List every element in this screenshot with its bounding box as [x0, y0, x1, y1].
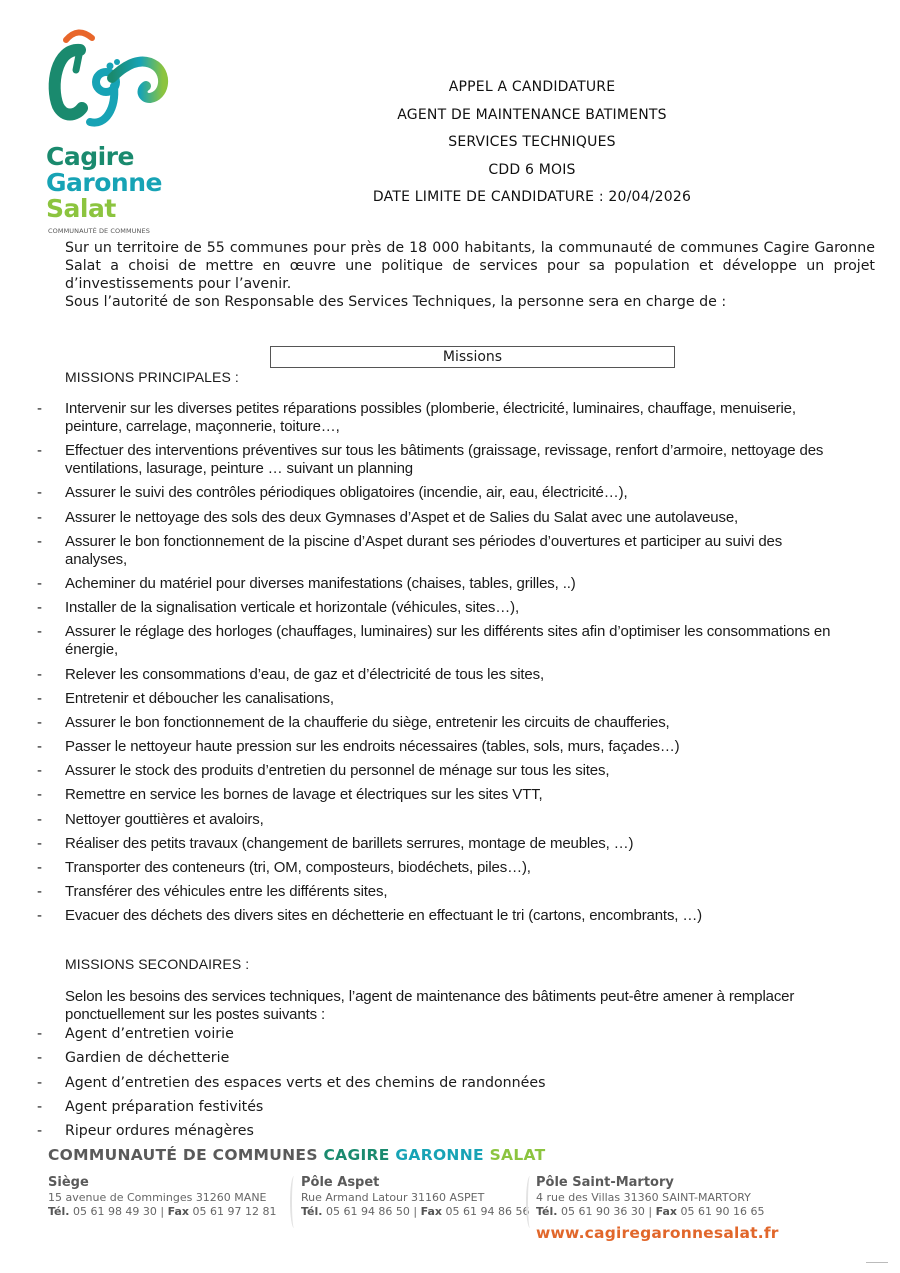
- bullet-dash: -: [37, 810, 42, 828]
- bullet-dash: -: [37, 834, 42, 852]
- bullet-dash: -: [37, 599, 42, 617]
- footer-address: 4 rue des Villas 31360 SAINT-MARTORY: [536, 1191, 751, 1204]
- intro-section: [65, 239, 875, 311]
- list-item: - Relever les consommations d’eau, de gaz et d’électricité de tous les sites,: [37, 665, 544, 683]
- footer-organization-name: COMMUNAUTÉ DE COMMUNES CAGIRE GARONNE SALAT: [48, 1146, 546, 1164]
- list-item: - Assurer le bon fonctionnement de la chaufferie du siège, entretenir les circuits de chaufferies,: [37, 713, 670, 731]
- cgs-monogram-icon: [46, 26, 176, 144]
- page-corner-mark: [866, 1262, 888, 1263]
- list-item: - Réaliser des petits travaux (changement de barillets serrures, montage de meubles, …): [37, 834, 634, 852]
- list-item: - Remettre en service les bornes de lavage et électriques sur les sites VTT,: [37, 786, 543, 804]
- header-deadline: DATE LIMITE DE CANDIDATURE : 20/04/2026: [372, 189, 692, 205]
- header-contract: CDD 6 MOIS: [488, 161, 576, 178]
- footer-address: Rue Armand Latour 31160 ASPET: [301, 1191, 485, 1204]
- principal-missions-list: [0, 400, 900, 932]
- footer-phone-fax: Tél. 05 61 98 49 30 | Fax 05 61 97 12 81: [48, 1205, 277, 1218]
- footer-separator: [290, 1176, 298, 1228]
- secondary-missions-list: [0, 1025, 900, 1146]
- footer-site-siege: Siège 15 avenue de Comminges 31260 MANE Tél. 05 61 98 49 30 | Fax 05 61 97 12 81: [48, 1175, 277, 1218]
- intro-paragraph: Sur un territoire de 55 communes pour près de 18 000 habitants, la communauté de communes Cagire Garonne Salat a choisi de mettre en œuvre une politique de services pour sa population et développe un projet d’investissements pour l’avenir.: [65, 240, 875, 292]
- secondary-missions-title: MISSIONS SECONDAIRES :: [65, 956, 250, 972]
- bullet-dash: -: [37, 508, 42, 526]
- logo-word-garonne: Garonne: [46, 168, 162, 197]
- list-item: - Effectuer des interventions préventives sur tous les bâtiments (graissage, revissage, renfort d’armoire, nettoyage des ventilations, lasurage, peinture … suivant un planning: [37, 442, 824, 478]
- footer-site-aspet: Pôle Aspet Rue Armand Latour 31160 ASPET Tél. 05 61 94 86 50 | Fax 05 61 94 86 56: [301, 1175, 530, 1218]
- list-item: - Transférer des véhicules entre les différents sites,: [37, 883, 388, 901]
- bullet-dash: -: [37, 689, 42, 707]
- principal-missions-title: MISSIONS PRINCIPALES :: [65, 369, 239, 385]
- list-item: - Assurer le suivi des contrôles périodiques obligatoires (incendie, air, eau, électricité…),: [37, 484, 628, 502]
- bullet-dash: -: [37, 859, 42, 876]
- bullet-dash: -: [37, 713, 42, 731]
- list-item: - Assurer le bon fonctionnement de la piscine d’Aspet durant ses périodes d’ouvertures et participer au suivi des analyses,: [37, 532, 783, 568]
- footer-phone-fax: Tél. 05 61 90 36 30 | Fax 05 61 90 16 65: [536, 1205, 765, 1218]
- bullet-dash: -: [37, 907, 42, 925]
- list-item: - Agent d’entretien voirie: [37, 1026, 234, 1042]
- list-item: - Entretenir et déboucher les canalisations,: [37, 689, 334, 707]
- bullet-dash: -: [37, 442, 42, 460]
- list-item: - Transporter des conteneurs (tri, OM, composteurs, biodéchets, piles…),: [37, 859, 531, 876]
- bullet-dash: -: [37, 484, 42, 502]
- bullet-dash: -: [37, 883, 42, 901]
- list-item: - Assurer le stock des produits d’entretien du personnel de ménage sur tous les sites,: [37, 762, 610, 780]
- list-item: - Nettoyer gouttières et avaloirs,: [37, 810, 264, 828]
- bullet-dash: -: [37, 1123, 43, 1140]
- logo-word-salat: Salat: [46, 194, 116, 223]
- list-item: - Intervenir sur les diverses petites réparations possibles (plomberie, électricité, luminaires, chauffage, menuiserie, peinture, carrelage, maçonnerie, toiture…,: [37, 400, 796, 435]
- bullet-dash: -: [37, 786, 42, 804]
- website-link[interactable]: www.cagiregaronnesalat.fr: [536, 1224, 779, 1242]
- footer-address: 15 avenue de Comminges 31260 MANE: [48, 1191, 267, 1204]
- intro-authority: Sous l’autorité de son Responsable des Services Techniques, la personne sera en charge de :: [65, 294, 727, 310]
- document-header: [300, 74, 764, 212]
- bullet-dash: -: [37, 1074, 43, 1091]
- letterhead-footer: [48, 1146, 868, 1242]
- list-item: - Evacuer des déchets des divers sites en déchetterie en effectuant le tri (cartons, encombrants, …): [37, 907, 703, 925]
- bullet-dash: -: [37, 665, 42, 683]
- bullet-dash: -: [37, 738, 42, 756]
- list-item: - Acheminer du matériel pour diverses manifestations (chaises, tables, grilles, ..): [37, 574, 576, 592]
- list-item: - Agent d’entretien des espaces verts et des chemins de randonnées: [37, 1074, 546, 1091]
- footer-separator: [526, 1176, 534, 1228]
- logo-subtitle: COMMUNAUTÉ DE COMMUNES: [48, 227, 150, 235]
- bullet-dash: -: [37, 762, 42, 780]
- list-item: - Agent préparation festivités: [37, 1098, 264, 1115]
- bullet-dash: -: [37, 574, 42, 592]
- list-item: - Installer de la signalisation verticale et horizontale (véhicules, sites…),: [37, 599, 519, 617]
- header-job-title: AGENT DE MAINTENANCE BATIMENTS: [397, 106, 667, 123]
- bullet-dash: -: [37, 400, 42, 417]
- header-title: APPEL A CANDIDATURE: [448, 79, 616, 95]
- bullet-dash: -: [37, 532, 42, 550]
- footer-phone-fax: Tél. 05 61 94 86 50 | Fax 05 61 94 86 56: [301, 1205, 530, 1218]
- footer-site-saint-martory: Pôle Saint-Martory 4 rue des Villas 31360 SAINT-MARTORY Tél. 05 61 90 36 30 | Fax 05 61 90 16 65: [536, 1175, 765, 1218]
- bullet-dash: -: [37, 1098, 43, 1115]
- bullet-dash: -: [37, 1050, 43, 1067]
- bullet-dash: -: [37, 623, 42, 641]
- list-item: - Assurer le nettoyage des sols des deux Gymnases d’Aspet et de Salies du Salat avec une autolaveuse,: [37, 508, 739, 526]
- list-item: - Passer le nettoyeur haute pression sur les endroits nécessaires (tables, sols, murs, façades…): [37, 738, 680, 756]
- header-department: SERVICES TECHNIQUES: [448, 134, 616, 150]
- secondary-missions-text: Selon les besoins des services techniques, l’agent de maintenance des bâtiments peut-être amener à remplacer ponctuellement sur les postes suivants :: [65, 988, 795, 1023]
- list-item: - Ripeur ordures ménagères: [37, 1123, 254, 1140]
- missions-heading-box: Missions: [270, 346, 675, 368]
- logo-word-cagire: Cagire: [46, 142, 134, 171]
- list-item: - Assurer le réglage des horloges (chauffages, luminaires) sur les différents sites afin d’optimiser les consommations en énergie,: [37, 623, 831, 659]
- list-item: - Gardien de déchetterie: [37, 1050, 230, 1067]
- organization-logo: [40, 26, 180, 238]
- bullet-dash: -: [37, 1026, 43, 1042]
